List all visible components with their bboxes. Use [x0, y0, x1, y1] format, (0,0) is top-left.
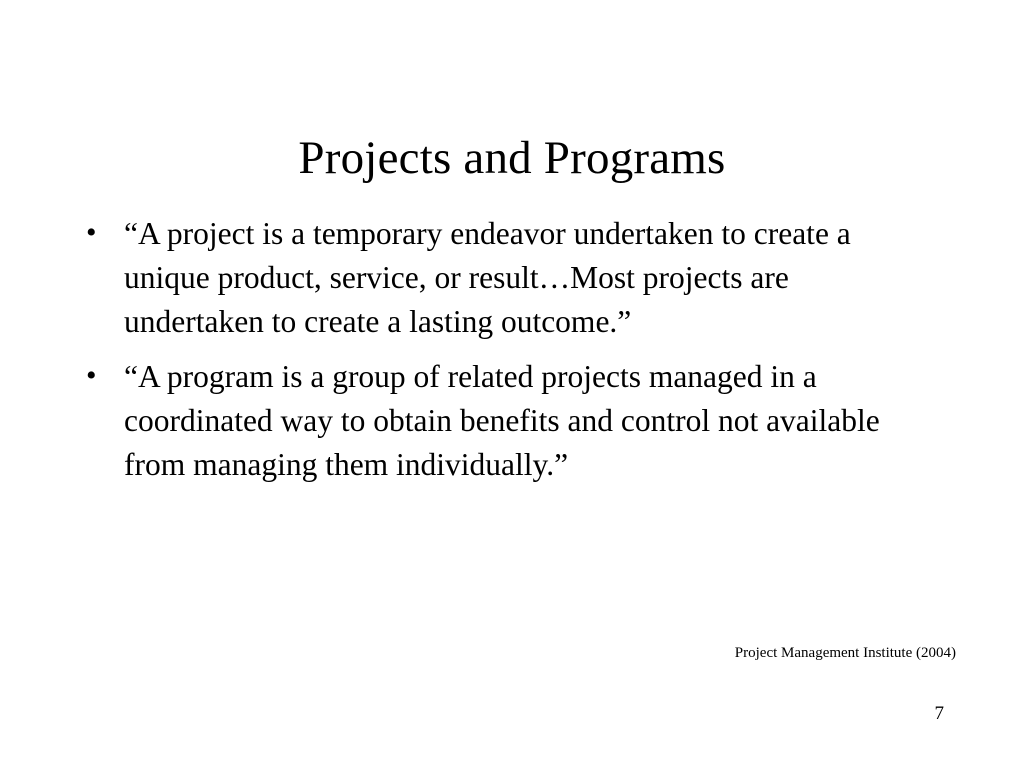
list-item-text: “A project is a temporary endeavor undertaken to create a unique product, service, or result…Most projects are undertaken to create a lasting outcome.” [124, 216, 851, 339]
bullet-icon: • [86, 216, 97, 249]
bullet-list [78, 212, 928, 499]
page-title: Projects and Programs [298, 132, 726, 185]
list-item-text: “A program is a group of related projects managed in a coordinated way to obtain benefits and control not available from managing them individually.” [124, 359, 880, 482]
citation: Project Management Institute (2004) [734, 645, 956, 661]
bullet-icon: • [86, 359, 97, 393]
list-item [78, 355, 928, 486]
page-number: 7 [934, 703, 944, 724]
list-item [78, 212, 928, 343]
